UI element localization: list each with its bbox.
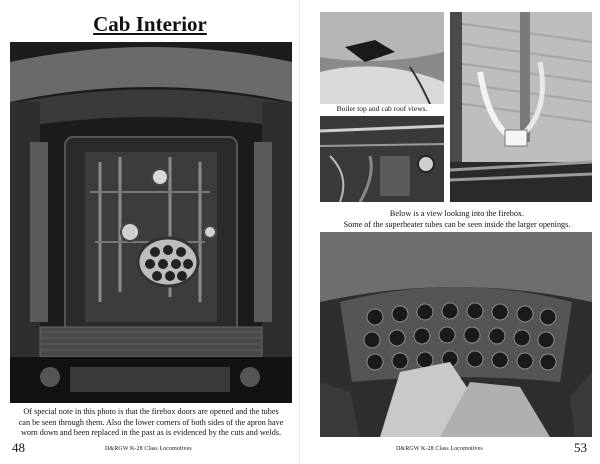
boiler-fittings-illustration <box>320 116 444 202</box>
page-number-right: 53 <box>574 440 587 455</box>
caption-line: Below is a view looking into the firebox. <box>389 209 525 218</box>
boiler-caption: Boiler top and cab roof views. <box>336 104 428 113</box>
right-page <box>300 0 600 464</box>
firebox-photo <box>320 232 592 437</box>
boiler-fittings-photo <box>320 116 444 202</box>
footer-left: D&RGW K-28 Class Locomotives <box>105 446 192 452</box>
boiler-top-photo <box>320 12 444 104</box>
cab-roof-illustration <box>450 12 592 202</box>
cab-interior-photo <box>10 42 292 403</box>
cab-roof-photo <box>450 12 592 202</box>
boiler-top-illustration <box>320 12 444 104</box>
caption-line: can be seen through them. Also the lower corners of both sides of the apron have <box>18 417 284 427</box>
page-title: Cab Interior <box>93 12 207 36</box>
firebox-caption <box>318 209 596 230</box>
caption-line: Of special note in this photo is that the firebox doors are opened and the tubes <box>23 407 279 416</box>
firebox-illustration <box>320 232 592 437</box>
caption-line: worn down and been replaced in the past as is evidenced by the cuts and welds. <box>20 428 282 437</box>
cab-interior-caption <box>8 407 294 439</box>
cab-interior-illustration <box>10 42 292 403</box>
page-number-left: 48 <box>12 440 25 455</box>
caption-line: Some of the superheater tubes can be seen inside the larger openings. <box>343 219 571 229</box>
footer-right: D&RGW K-28 Class Locomotives <box>396 446 483 452</box>
